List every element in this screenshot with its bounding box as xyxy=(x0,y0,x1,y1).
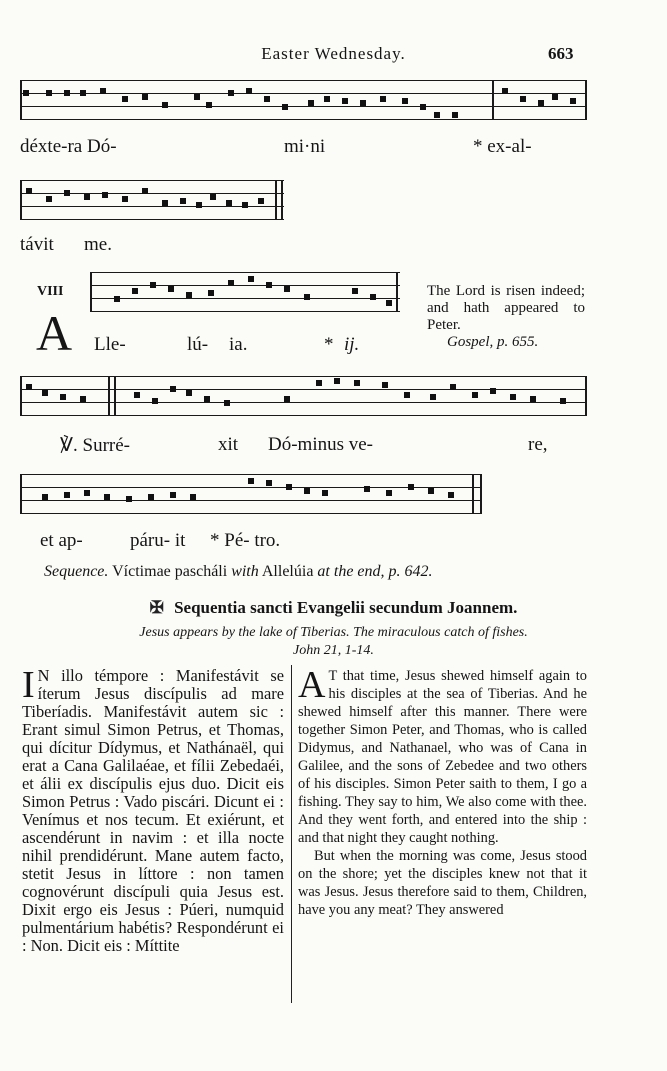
translation-note: The Lord is risen indeed; and hath appeared to Peter. xyxy=(427,283,585,333)
staff-5-lyric-3: * Pé- tro. xyxy=(210,530,281,551)
english-column xyxy=(298,664,587,919)
column-divider xyxy=(291,665,292,1003)
staff-1-lyric-3: * ex-al- xyxy=(473,136,532,157)
staff-3-lyric-3: ia. xyxy=(229,334,248,355)
staff-3-lyric-1: Lle- xyxy=(94,334,126,355)
page-number: 663 xyxy=(548,44,574,63)
latin-column xyxy=(22,664,284,955)
latin-drop-cap: I xyxy=(22,664,35,706)
staff-4-lyric-3: Dó-minus ve- xyxy=(268,434,374,455)
sequence-text-2: Allelúia xyxy=(261,563,314,580)
initial-letter: A xyxy=(36,305,73,361)
latin-text: N illo témpore : Manifestávit se íterum Jesus discípulis ad mare Tiberíadis. Manifestávit autem sic : Erant simul Simon Petrus, et Thomas, qui dícitur Dídymus, et Nathánaël, qui erat a Cana Galilaéae, et fílii Zebedaéi, et álii ex discípulis ejus duo. Dicit eis Simon Petrus : Vado piscári. Dicunt ei : Venímus et nos tecum. Et exiérunt, et ascendérunt in navim : et illa nocte nihil prendidérunt. Mane autem facto, stetit Jesus in líttore : non tamen cognovérunt discípuli quia Jesus est. Dixit ergo eis Jesus : Púeri, numquid pulmentárium habétis? Respondérunt ei : Non. Dicit eis : Míttite xyxy=(22,666,284,955)
sequence-text-1: Víctimae pascháli xyxy=(112,563,228,580)
staff-5-lyric-1: et ap- xyxy=(40,530,83,551)
staff-4-lyric-1: ℣. Surré- xyxy=(60,435,130,456)
cross-icon: ✠ xyxy=(149,598,164,617)
staff-1-lyric-2: mi·ni xyxy=(284,136,326,157)
chant-staff-2 xyxy=(20,180,284,222)
staff-1-lyric-1: déxte-ra Dó- xyxy=(20,136,117,157)
staff-2-lyric-1: távit xyxy=(20,234,54,255)
chant-staff-3 xyxy=(90,272,400,314)
staff-3-lyric-star: * xyxy=(324,334,334,355)
staff-3-lyric-2: lú- xyxy=(187,334,209,355)
sequence-rubric xyxy=(44,563,433,581)
mode-label: VIII xyxy=(37,284,64,299)
chant-staff-1 xyxy=(20,80,586,122)
gospel-subtitle: Jesus appears by the lake of Tiberias. The miraculous catch of fishes. xyxy=(139,625,528,640)
english-text-1: T that time, Jesus shewed himself again to his disciples at the sea of Tiberias. And he shewed himself after this manner. There were together Simon Peter, and Thomas, who is called Didymus, and Nathanael, who was of Cana in Galilee, and the sons of Zebedee and two others of his disciples. Simon Peter saith to them, I go a fishing. They say to him, We also come with thee. And they went forth, and entered into the ship : and that night they caught nothing. xyxy=(298,668,587,846)
sequence-with: with xyxy=(231,563,259,580)
english-text-2: But when the morning was come, Jesus stood on the shore; yet the disciples knew not that it was Jesus. Jesus therefore said to them, Children, have you any meat? They answered xyxy=(298,848,587,918)
chant-staff-5 xyxy=(20,474,482,516)
gospel-reference-verse: John 21, 1-14. xyxy=(293,643,374,658)
english-drop-cap: A xyxy=(298,664,326,706)
running-header-title: Easter Wednesday. xyxy=(261,44,406,63)
sequence-label: Sequence. xyxy=(44,563,109,580)
gospel-heading xyxy=(0,598,667,618)
gospel-reference: Gospel, p. 655. xyxy=(447,334,539,350)
staff-3-lyric-ij: ij. xyxy=(344,334,360,355)
staff-2-lyric-2: me. xyxy=(84,234,112,255)
sequence-page: p. 642. xyxy=(388,563,433,580)
staff-5-lyric-2: páru- it xyxy=(130,530,186,551)
chant-staff-4 xyxy=(20,376,586,418)
sequence-at-end: at the end, xyxy=(317,563,385,580)
staff-4-lyric-4: re, xyxy=(528,434,548,455)
gospel-heading-text: Sequentia sancti Evangelii secundum Joannem. xyxy=(174,598,518,617)
staff-4-lyric-2: xit xyxy=(218,434,239,455)
